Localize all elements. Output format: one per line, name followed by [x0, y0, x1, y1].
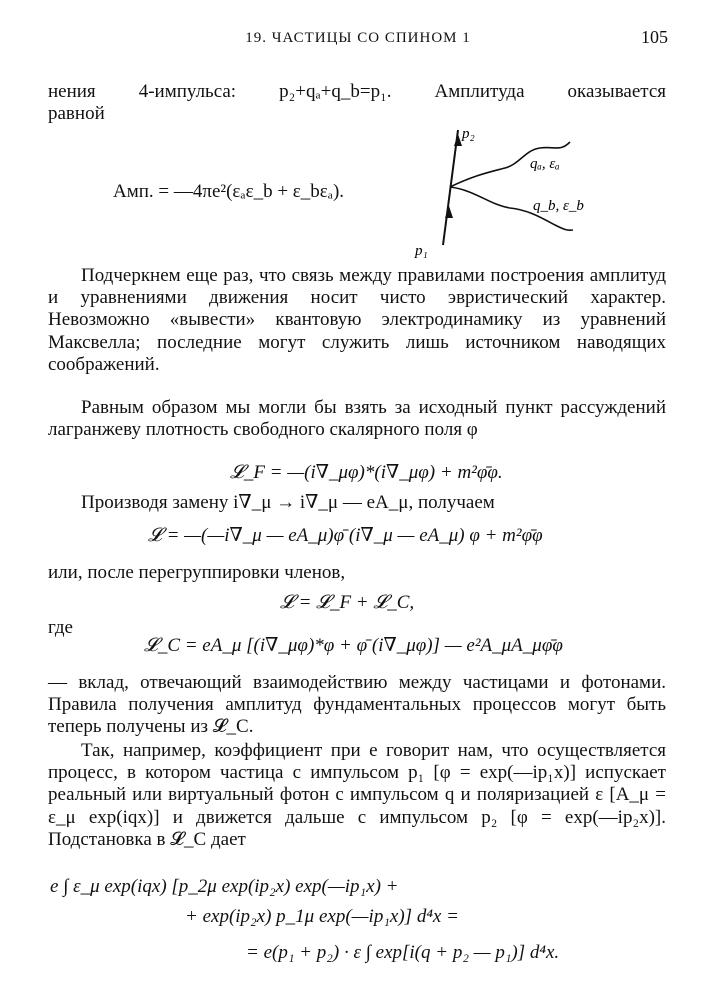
page-number: 105 — [641, 27, 668, 47]
label-p1: p₁ — [415, 243, 428, 259]
amplitude-formula: Амп. = —4πe²(εₐε_b + ε_bεₐ). — [113, 181, 345, 202]
paragraph-substitution: Производя замену i∇_μ → i∇_μ — eA_μ, получаем — [81, 492, 495, 513]
label-p2: p₂ — [462, 126, 475, 142]
label-qb: q_b, ε_b — [533, 198, 584, 214]
p1-arrow-icon — [445, 206, 453, 218]
label-qa: qₐ, εₐ — [530, 156, 560, 172]
word-where: где — [48, 617, 73, 638]
equation-final-line1: e ∫ ε_μ exp(iqx) [p_2μ exp(ip₂x) exp(—ip₁x) + — [50, 876, 399, 897]
paragraph-continuation-line: нения 4-импульса: p₂+qₐ+q_b=p₁. Амплитуда оказывается — [48, 81, 666, 102]
paragraph-continuation-line: равной — [48, 103, 105, 124]
p2-arrow-icon — [454, 134, 462, 146]
paragraph-example: Так, например, коэффициент при e говорит нам, что осуществляется процесс, в котором частица с импульсом p₁ [φ = exp(—ip₁x)] испускает реальный или виртуальный фотон с импульсом q и поляризацией ε [A_μ = ε_μ exp(iqx)] и движется дальше с импульсом p₂ [φ = exp(—ip₂x)]. Подстановка в 𝓛_C дает — [48, 740, 666, 850]
feynman-diagram — [395, 120, 595, 260]
equation-final-line3: = e(p₁ + p₂) · ε ∫ exp[i(q + p₂ — p₁)] d⁴x. — [246, 942, 560, 963]
equation-l: 𝓛 = —(—i∇_μ — eA_μ)φ̄ (i∇_μ — eA_μ) φ + m²φ̄φ — [148, 525, 543, 546]
equation-l-sum: 𝓛 = 𝓛_F + 𝓛_C, — [280, 592, 415, 613]
paragraph-interaction: — вклад, отвечающий взаимодействию между частицами и фотонами. Правила получения амплитуд фундаментальных процессов могут быть теперь получены из 𝓛_C. — [48, 672, 666, 738]
paragraph-lagrangian: Равным образом мы могли бы взять за исходный пункт рассуждений лагранжеву плотность свободного скалярного поля φ — [48, 397, 666, 441]
running-head: 19. ЧАСТИЦЫ СО СПИНОМ 1 — [245, 30, 471, 46]
equation-lc: 𝓛_C = eA_μ [(i∇_μφ)*φ + φ̄ (i∇_μφ)] — e²A_μA_μφ̄φ — [144, 635, 563, 656]
page-header — [48, 27, 668, 51]
equation-final-line2: + exp(ip₂x) p_1μ exp(—ip₁x)] d⁴x = — [185, 906, 459, 927]
paragraph-regroup: или, после перегруппировки членов, — [48, 562, 346, 583]
equation-lf: 𝓛_F = —(i∇_μφ)*(i∇_μφ) + m²φ̄φ. — [230, 462, 503, 483]
paragraph-heuristic: Подчеркнем еще раз, что связь между правилами построения амплитуд и уравнениями движения носит чисто эвристический характер. Невозможно «вывести» квантовую электродинамику из уравнений Максвелла; последние могут служить лишь источником наводящих соображений. — [48, 265, 666, 375]
